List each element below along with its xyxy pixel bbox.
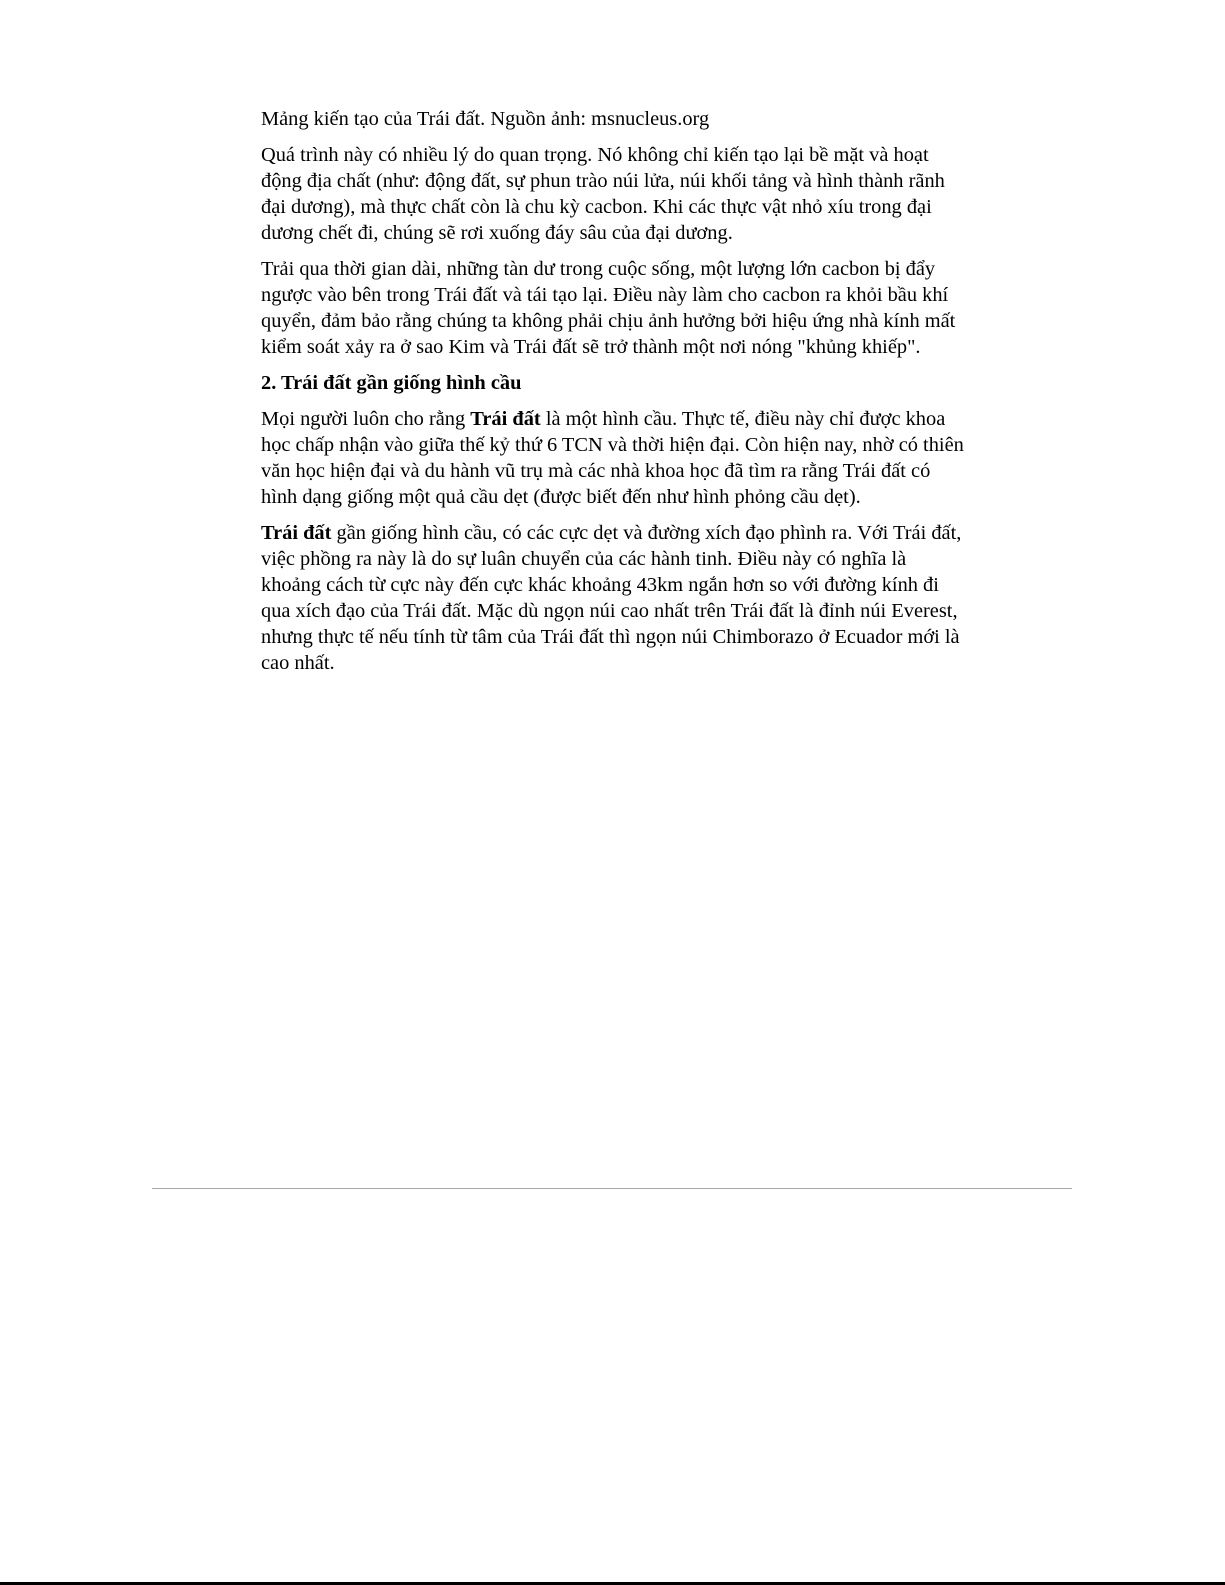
paragraph-earth-shape-bold: Trái đất (470, 408, 541, 430)
page-separator-line (152, 1188, 1072, 1189)
paragraph-earth-bulge-text: gần giống hình cầu, có các cực dẹt và đường xích đạo phình ra. Với Trái đất, việc phồng ra này là do sự luân chuyển của các hành tinh. Điều này có nghĩa là khoảng cách từ cực này đến cực khác khoảng 43km ngắn hơn so với đường kính đi qua xích đạo của Trái đất. Mặc dù ngọn núi cao nhất trên Trái đất là đỉnh núi Everest, nhưng thực tế nếu tính từ tâm của Trái đất thì ngọn núi Chimborazo ở Ecuador mới là cao nhất. (261, 522, 962, 674)
paragraph-earth-shape-text-before: Mọi người luôn cho rằng (261, 408, 471, 430)
document-body (261, 106, 966, 686)
paragraph-earth-bulge-bold: Trái đất (261, 522, 332, 544)
paragraph-carbon-cycle: Quá trình này có nhiều lý do quan trọng. Nó không chỉ kiến tạo lại bề mặt và hoạt động địa chất (như: động đất, sự phun trào núi lửa, núi khối tảng và hình thành rãnh đại dương), mà thực chất còn là chu kỳ cacbon. Khi các thực vật nhỏ xíu trong đại dương chết đi, chúng sẽ rơi xuống đáy sâu của đại dương. (261, 144, 945, 244)
paragraph-earth-bulge (261, 520, 966, 676)
section-heading: 2. Trái đất gần giống hình cầu (261, 372, 522, 394)
image-caption: Mảng kiến tạo của Trái đất. Nguồn ảnh: msnucleus.org (261, 108, 710, 130)
paragraph-earth-shape (261, 406, 966, 510)
paragraph-carbon-recycling: Trải qua thời gian dài, những tàn dư trong cuộc sống, một lượng lớn cacbon bị đẩy ngược vào bên trong Trái đất và tái tạo lại. Điều này làm cho cacbon ra khỏi bầu khí quyển, đảm bảo rằng chúng ta không phải chịu ảnh hưởng bởi hiệu ứng nhà kính mất kiểm soát xảy ra ở sao Kim và Trái đất sẽ trở thành một nơi nóng "khủng khiếp". (261, 258, 956, 358)
paragraph-earth-shape-text-after: là một hình cầu. Thực tế, điều này chỉ được khoa học chấp nhận vào giữa thế kỷ thứ 6 TCN và thời hiện đại. Còn hiện nay, nhờ có thiên văn học hiện đại và du hành vũ trụ mà các nhà khoa học đã tìm ra rằng Trái đất có hình dạng giống một quả cầu dẹt (được biết đến như hình phỏng cầu dẹt). (261, 408, 964, 508)
